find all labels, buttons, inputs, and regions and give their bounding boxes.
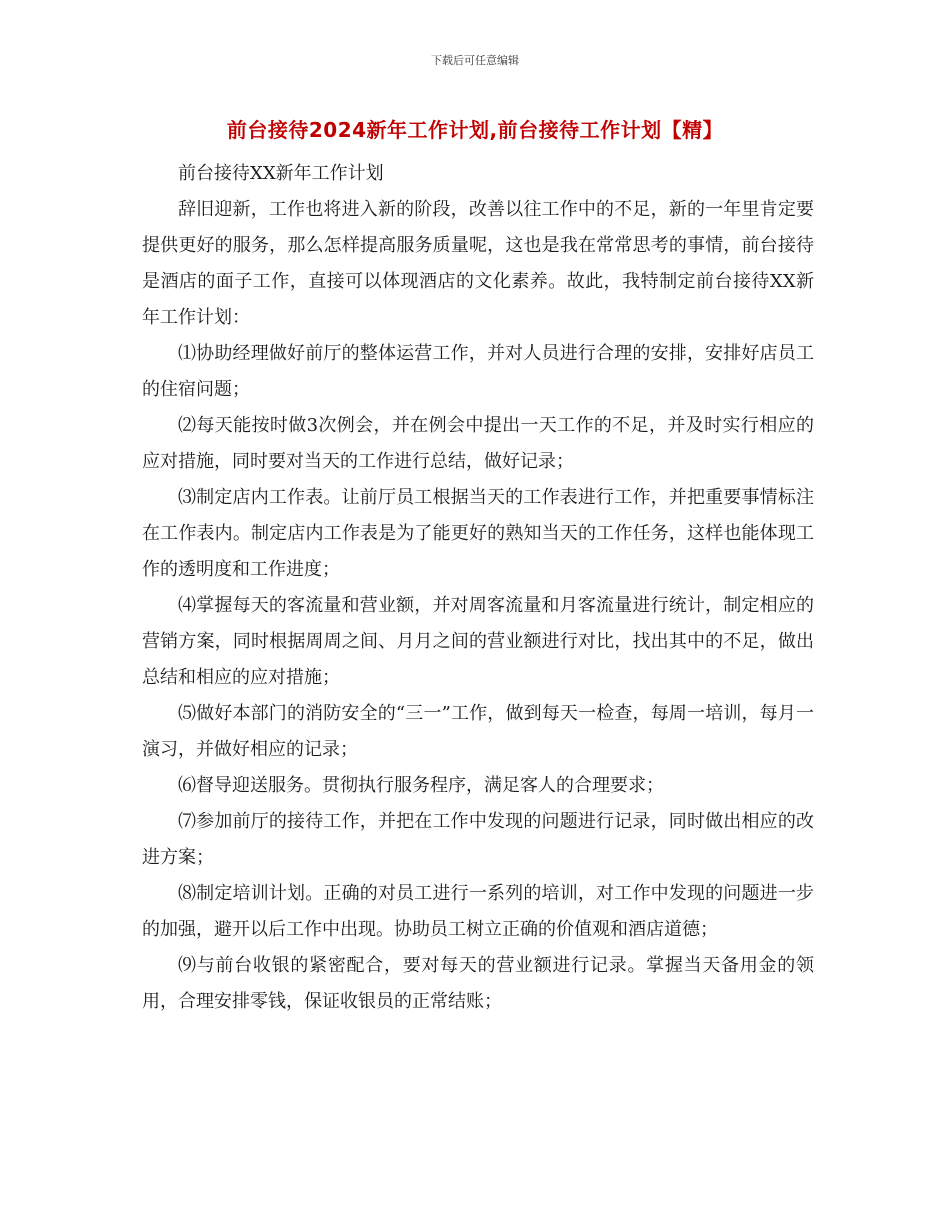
plan-item-9: ⑼与前台收银的紧密配合，要对每天的营业额进行记录。掌握当天备用金的领用，合理安排零钱，保证收银员的正常结账； — [142, 955, 814, 1012]
header-note: 下载后可任意编辑 — [431, 54, 519, 67]
plan-item-3: ⑶制定店内工作表。让前厅员工根据当天的工作表进行工作，并把重要事情标注在工作表内。制定店内工作表是为了能更好的熟知当天的工作任务，这样也能体现工作的透明度和工作进度； — [142, 487, 814, 580]
plan-item-6: ⑹督导迎送服务。贯彻执行服务程序，满足客人的合理要求； — [178, 775, 664, 796]
plan-item-5: ⑸做好本部门的消防安全的“三一”工作，做到每天一检查，每周一培训，每月一演习，并做好相应的记录； — [142, 703, 814, 760]
plan-item-7: ⑺参加前厅的接待工作，并把在工作中发现的问题进行记录，同时做出相应的改进方案； — [142, 811, 814, 868]
document-title: 前台接待2024新年工作计划,前台接待工作计划【精】 — [226, 118, 724, 142]
plan-item-1: ⑴协助经理做好前厅的整体运营工作，并对人员进行合理的安排，安排好店员工的住宿问题； — [142, 343, 814, 400]
plan-item-8: ⑻制定培训计划。正确的对员工进行一系列的培训，对工作中发现的问题进一步的加强，避开以后工作中出现。协助员工树立正确的价值观和酒店道德； — [142, 883, 814, 940]
document-body — [142, 156, 814, 1020]
section-subtitle: 前台接待XX新年工作计划 — [178, 163, 384, 184]
plan-item-2: ⑵每天能按时做3次例会，并在例会中提出一天工作的不足，并及时实行相应的应对措施，同时要对当天的工作进行总结，做好记录； — [142, 415, 814, 472]
plan-item-4: ⑷掌握每天的客流量和营业额，并对周客流量和月客流量进行统计，制定相应的营销方案，同时根据周周之间、月月之间的营业额进行对比，找出其中的不足，做出总结和相应的应对措施； — [142, 595, 814, 688]
intro-paragraph: 辞旧迎新，工作也将进入新的阶段，改善以往工作中的不足，新的一年里肯定要提供更好的服务，那么怎样提高服务质量呢，这也是我在常常思考的事情，前台接待是酒店的面子工作，直接可以体现酒店的文化素养。故此，我特制定前台接待XX新年工作计划： — [142, 199, 814, 328]
